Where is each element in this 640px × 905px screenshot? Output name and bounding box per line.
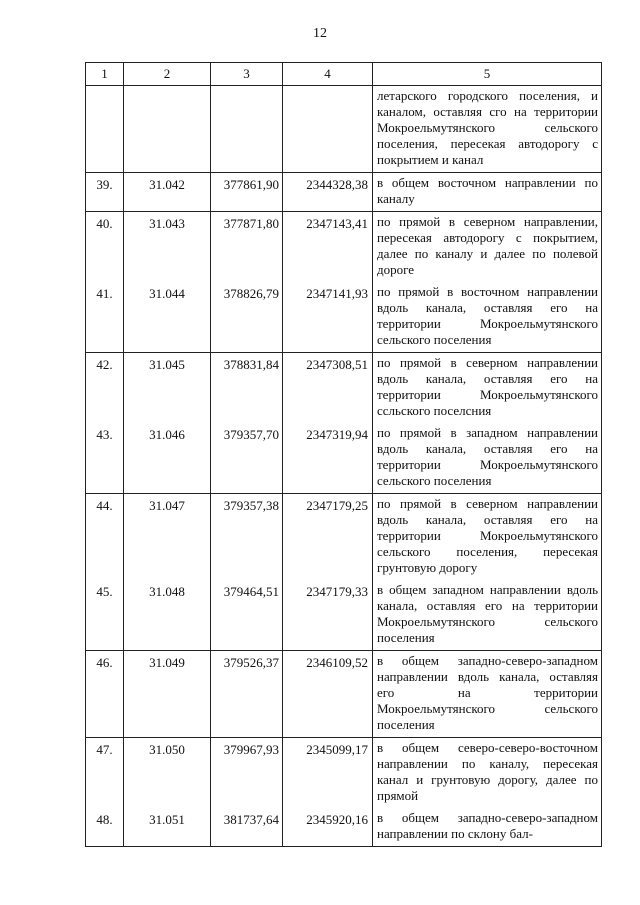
point-number: 42. (96, 357, 113, 372)
column-2-cell (124, 494, 211, 651)
column-2-cell (124, 212, 211, 353)
column-1-cell (86, 353, 124, 494)
boundary-description: в общем восточном направлении по каналу (377, 175, 598, 206)
table-row (86, 494, 602, 651)
boundary-description: в общем северо-северо-восточном направлении по каналу, пересекая канал и грунтовую дорогу, далее по прямой (377, 740, 598, 803)
point-number: 46. (96, 655, 113, 670)
description-text: летарского городского поселения, и каналом, оставляя сго на территории Мокроельмутянского сельского поселения, пересекая автодорогу с покрытием и канал (377, 88, 598, 167)
column-3-cell (211, 353, 283, 494)
point-code: 31.050 (149, 742, 185, 757)
column-4-cell (283, 353, 373, 494)
empty-cell (86, 86, 124, 173)
coordinate-x: 379357,38 (223, 498, 279, 513)
column-1-cell (86, 651, 124, 738)
point-code: 31.044 (149, 286, 185, 301)
table-header-row (86, 63, 602, 86)
boundary-description: в общем западно-северо-западном направлении по склону бал- (377, 810, 598, 841)
table-row (86, 173, 602, 212)
point-number: 40. (96, 216, 113, 231)
column-5-cell (373, 651, 602, 738)
coordinate-x: 381737,64 (223, 812, 279, 827)
coordinate-y: 2347179,25 (306, 498, 368, 513)
column-5-cell (373, 738, 602, 847)
coordinate-x: 377871,80 (223, 216, 279, 231)
coordinate-y: 2347179,33 (306, 584, 368, 599)
column-5-cell (373, 353, 602, 494)
column-1-cell (86, 738, 124, 847)
coordinate-x: 379357,70 (223, 427, 279, 442)
column-3-cell (211, 173, 283, 212)
column-4-cell (283, 212, 373, 353)
point-number: 39. (96, 177, 113, 192)
column-2-cell (124, 353, 211, 494)
coordinate-x: 379526,37 (223, 655, 279, 670)
boundary-description: по прямой в восточном направлении вдоль канала, оставляя его на территории Мокроельмутянского сельского поселения (377, 284, 598, 347)
column-3-cell (211, 494, 283, 651)
boundary-description: в общем западном направлении вдоль канала, оставляя его на территории Мокроельмутянского сельского поселения (377, 582, 598, 645)
coordinate-y: 2344328,38 (306, 177, 368, 192)
coordinate-y: 2347308,51 (306, 357, 368, 372)
header-col-2: 2 (124, 63, 211, 86)
column-3-cell (211, 738, 283, 847)
column-4-cell (283, 494, 373, 651)
point-code: 31.043 (149, 216, 185, 231)
coordinate-x: 378831,84 (223, 357, 279, 372)
empty-cell (211, 86, 283, 173)
header-col-4: 4 (283, 63, 373, 86)
boundary-description: по прямой в северном направлении вдоль канала, оставляя его на территории Мокроельмутянского сельского поселения, пересекая грунтовую дорогу (377, 496, 598, 575)
point-number: 45. (96, 584, 113, 599)
point-number: 41. (96, 286, 113, 301)
boundary-description: по прямой в северном направлении вдоль канала, оставляя его на территории Мокроельмутянского ссльского поселсния (377, 355, 598, 418)
column-1-cell (86, 173, 124, 212)
boundary-description: по прямой в западном направлении вдоль канала, оставляя его на территории Мокроельмутянского сельского поселения (377, 425, 598, 488)
column-4-cell (283, 173, 373, 212)
point-code: 31.047 (149, 498, 185, 513)
point-number: 43. (96, 427, 113, 442)
empty-cell (283, 86, 373, 173)
table-row (86, 212, 602, 353)
coordinate-x: 379967,93 (223, 742, 279, 757)
header-col-1: 1 (86, 63, 124, 86)
column-3-cell (211, 651, 283, 738)
point-code: 31.042 (149, 177, 185, 192)
coordinate-x: 378826,79 (223, 286, 279, 301)
column-5-cell (373, 494, 602, 651)
column-4-cell (283, 651, 373, 738)
boundary-description: в общем западно-северо-западном направлении вдоль канала, оставляя его на территории Мокроельмутянского сельского поселения (377, 653, 598, 732)
header-col-5: 5 (373, 63, 602, 86)
coordinate-y: 2346109,52 (306, 655, 368, 670)
column-5-cell (373, 173, 602, 212)
boundary-description: по прямой в северном направлении, пересекая автодорогу с покрытием, далее по каналу и далее по полевой дороге (377, 214, 598, 277)
table-row (86, 738, 602, 847)
point-code: 31.049 (149, 655, 185, 670)
coordinate-y: 2347143,41 (306, 216, 368, 231)
boundary-table (85, 62, 602, 847)
point-code: 31.048 (149, 584, 185, 599)
column-2-cell (124, 651, 211, 738)
point-number: 44. (96, 498, 113, 513)
page-number: 12 (313, 26, 327, 41)
continuation-description (373, 86, 602, 173)
column-3-cell (211, 212, 283, 353)
coordinate-y: 2345099,17 (306, 742, 368, 757)
column-1-cell (86, 494, 124, 651)
column-4-cell (283, 738, 373, 847)
column-2-cell (124, 173, 211, 212)
coordinate-y: 2345920,16 (306, 812, 368, 827)
column-1-cell (86, 212, 124, 353)
coordinate-x: 379464,51 (223, 584, 279, 599)
point-code: 31.051 (149, 812, 185, 827)
column-5-cell (373, 212, 602, 353)
point-number: 48. (96, 812, 113, 827)
continuation-row (86, 86, 602, 173)
point-code: 31.045 (149, 357, 185, 372)
column-2-cell (124, 738, 211, 847)
coordinate-y: 2347319,94 (306, 427, 368, 442)
point-code: 31.046 (149, 427, 185, 442)
table-row (86, 651, 602, 738)
table-row (86, 353, 602, 494)
empty-cell (124, 86, 211, 173)
coordinate-y: 2347141,93 (306, 286, 368, 301)
coordinate-x: 377861,90 (223, 177, 279, 192)
point-number: 47. (96, 742, 113, 757)
header-col-3: 3 (211, 63, 283, 86)
